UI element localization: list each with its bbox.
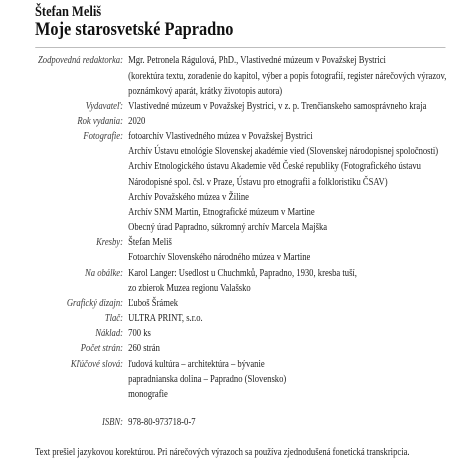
value-line: Vlastivedné múzeum v Považskej Bystrici, v z. p. Trenčianskeho samosprávneho kraja: [128, 100, 427, 112]
value-line: Archív Považského múzea v Žiline: [128, 191, 249, 203]
header-divider: [35, 47, 445, 48]
row-value: [128, 357, 467, 402]
row-label: Grafický dizajn:: [66, 297, 123, 309]
row-value: [128, 99, 467, 114]
row-value: [128, 326, 467, 341]
value-line: Karol Langer: Usedlost u Chuchmků, Papradno, 1930, kresba tuší,: [128, 267, 357, 279]
row-value: [128, 415, 467, 430]
row-label: Na obálke:: [85, 267, 123, 279]
row-label: Tlač:: [104, 313, 123, 325]
row-print-run: [0, 326, 467, 341]
row-value: [128, 114, 467, 129]
value-line: Štefan Meliš: [128, 237, 172, 249]
isbn-label: ISBN:: [101, 417, 123, 429]
row-publisher: [0, 99, 467, 114]
row-value: [128, 53, 467, 98]
proofreading-note: Text prešiel jazykovou korektúrou. Pri nárečových výrazoch sa používa zjednodušená fonetická transkripcia.: [34, 446, 410, 458]
value-line: Fotoarchív Slovenského národného múzea v Martine: [128, 252, 311, 264]
row-label: Počet strán:: [80, 343, 123, 355]
value-line: zo zbierok Muzea regionu Valašsko: [128, 282, 251, 294]
row-label: Kresby:: [96, 237, 123, 249]
row-value: [128, 296, 467, 311]
row-label: Vydavateľ:: [85, 100, 123, 112]
book-author: Štefan Meliš: [34, 4, 102, 20]
row-value: [128, 266, 467, 296]
value-line: monografie: [128, 388, 168, 400]
row-value: [128, 311, 467, 326]
value-line: Národopisné spol. čsl. v Praze, Ústavu pro etnografii a folkloristiku ČSAV): [128, 176, 388, 188]
row-label: Náklad:: [95, 328, 123, 340]
value-line: Archív Ústavu etnológie Slovenskej akadémie vied (Slovenskej národopisnej spoločnosti): [128, 146, 439, 158]
value-line: Obecný úrad Papradno, súkromný archív Marcela Majška: [128, 222, 328, 234]
row-label: Rok vydania:: [77, 116, 123, 128]
row-cover: [0, 266, 467, 296]
row-value: [128, 341, 467, 356]
isbn-value: 978-80-973718-0-7: [128, 417, 196, 429]
row-drawings: [0, 235, 467, 265]
row-isbn: [0, 415, 467, 430]
row-label: Kľúčové slová:: [70, 358, 123, 370]
value-line: 260 strán: [128, 343, 160, 355]
value-line: papradnianska dolina – Papradno (Slovensko): [128, 373, 287, 385]
row-editor: [0, 53, 467, 98]
value-line: (korektúra textu, zoradenie do kapitol, výber a popis fotografií, register nárečových výrazov,: [128, 70, 447, 82]
value-line: ľudová kultúra – architektúra – bývanie: [128, 358, 265, 370]
value-line: Archív SNM Martin, Etnografické múzeum v Martine: [128, 206, 315, 218]
colophon-table: [0, 53, 467, 430]
value-line: Archiv Etnologického ústavu Akademie věd České republiky (Fotografického ústavu: [128, 161, 421, 173]
row-value: [128, 235, 467, 265]
value-line: ULTRA PRINT, s.r.o.: [128, 313, 203, 325]
row-value: [128, 129, 467, 235]
value-line: Mgr. Petronela Rágulová, PhD., Vlastivedné múzeum v Považskej Bystrici: [128, 55, 386, 67]
row-print: [0, 311, 467, 326]
row-keywords: [0, 357, 467, 402]
book-title: Moje starosvetské Papradno: [34, 19, 234, 40]
row-photographs: [0, 129, 467, 235]
value-line: poznámkový aparát, krátky životopis autora): [128, 85, 283, 97]
row-year: [0, 114, 467, 129]
row-label: Zodpovedná redaktorka:: [38, 55, 123, 67]
row-label: Fotografie:: [83, 131, 123, 143]
value-line: 700 ks: [128, 328, 151, 340]
value-line: 2020: [128, 116, 146, 128]
row-graphic-design: [0, 296, 467, 311]
value-line: Ľuboš Šrámek: [128, 297, 179, 309]
row-page-count: [0, 341, 467, 356]
value-line: fotoarchív Vlastivedného múzea v Považskej Bystrici: [128, 131, 313, 143]
